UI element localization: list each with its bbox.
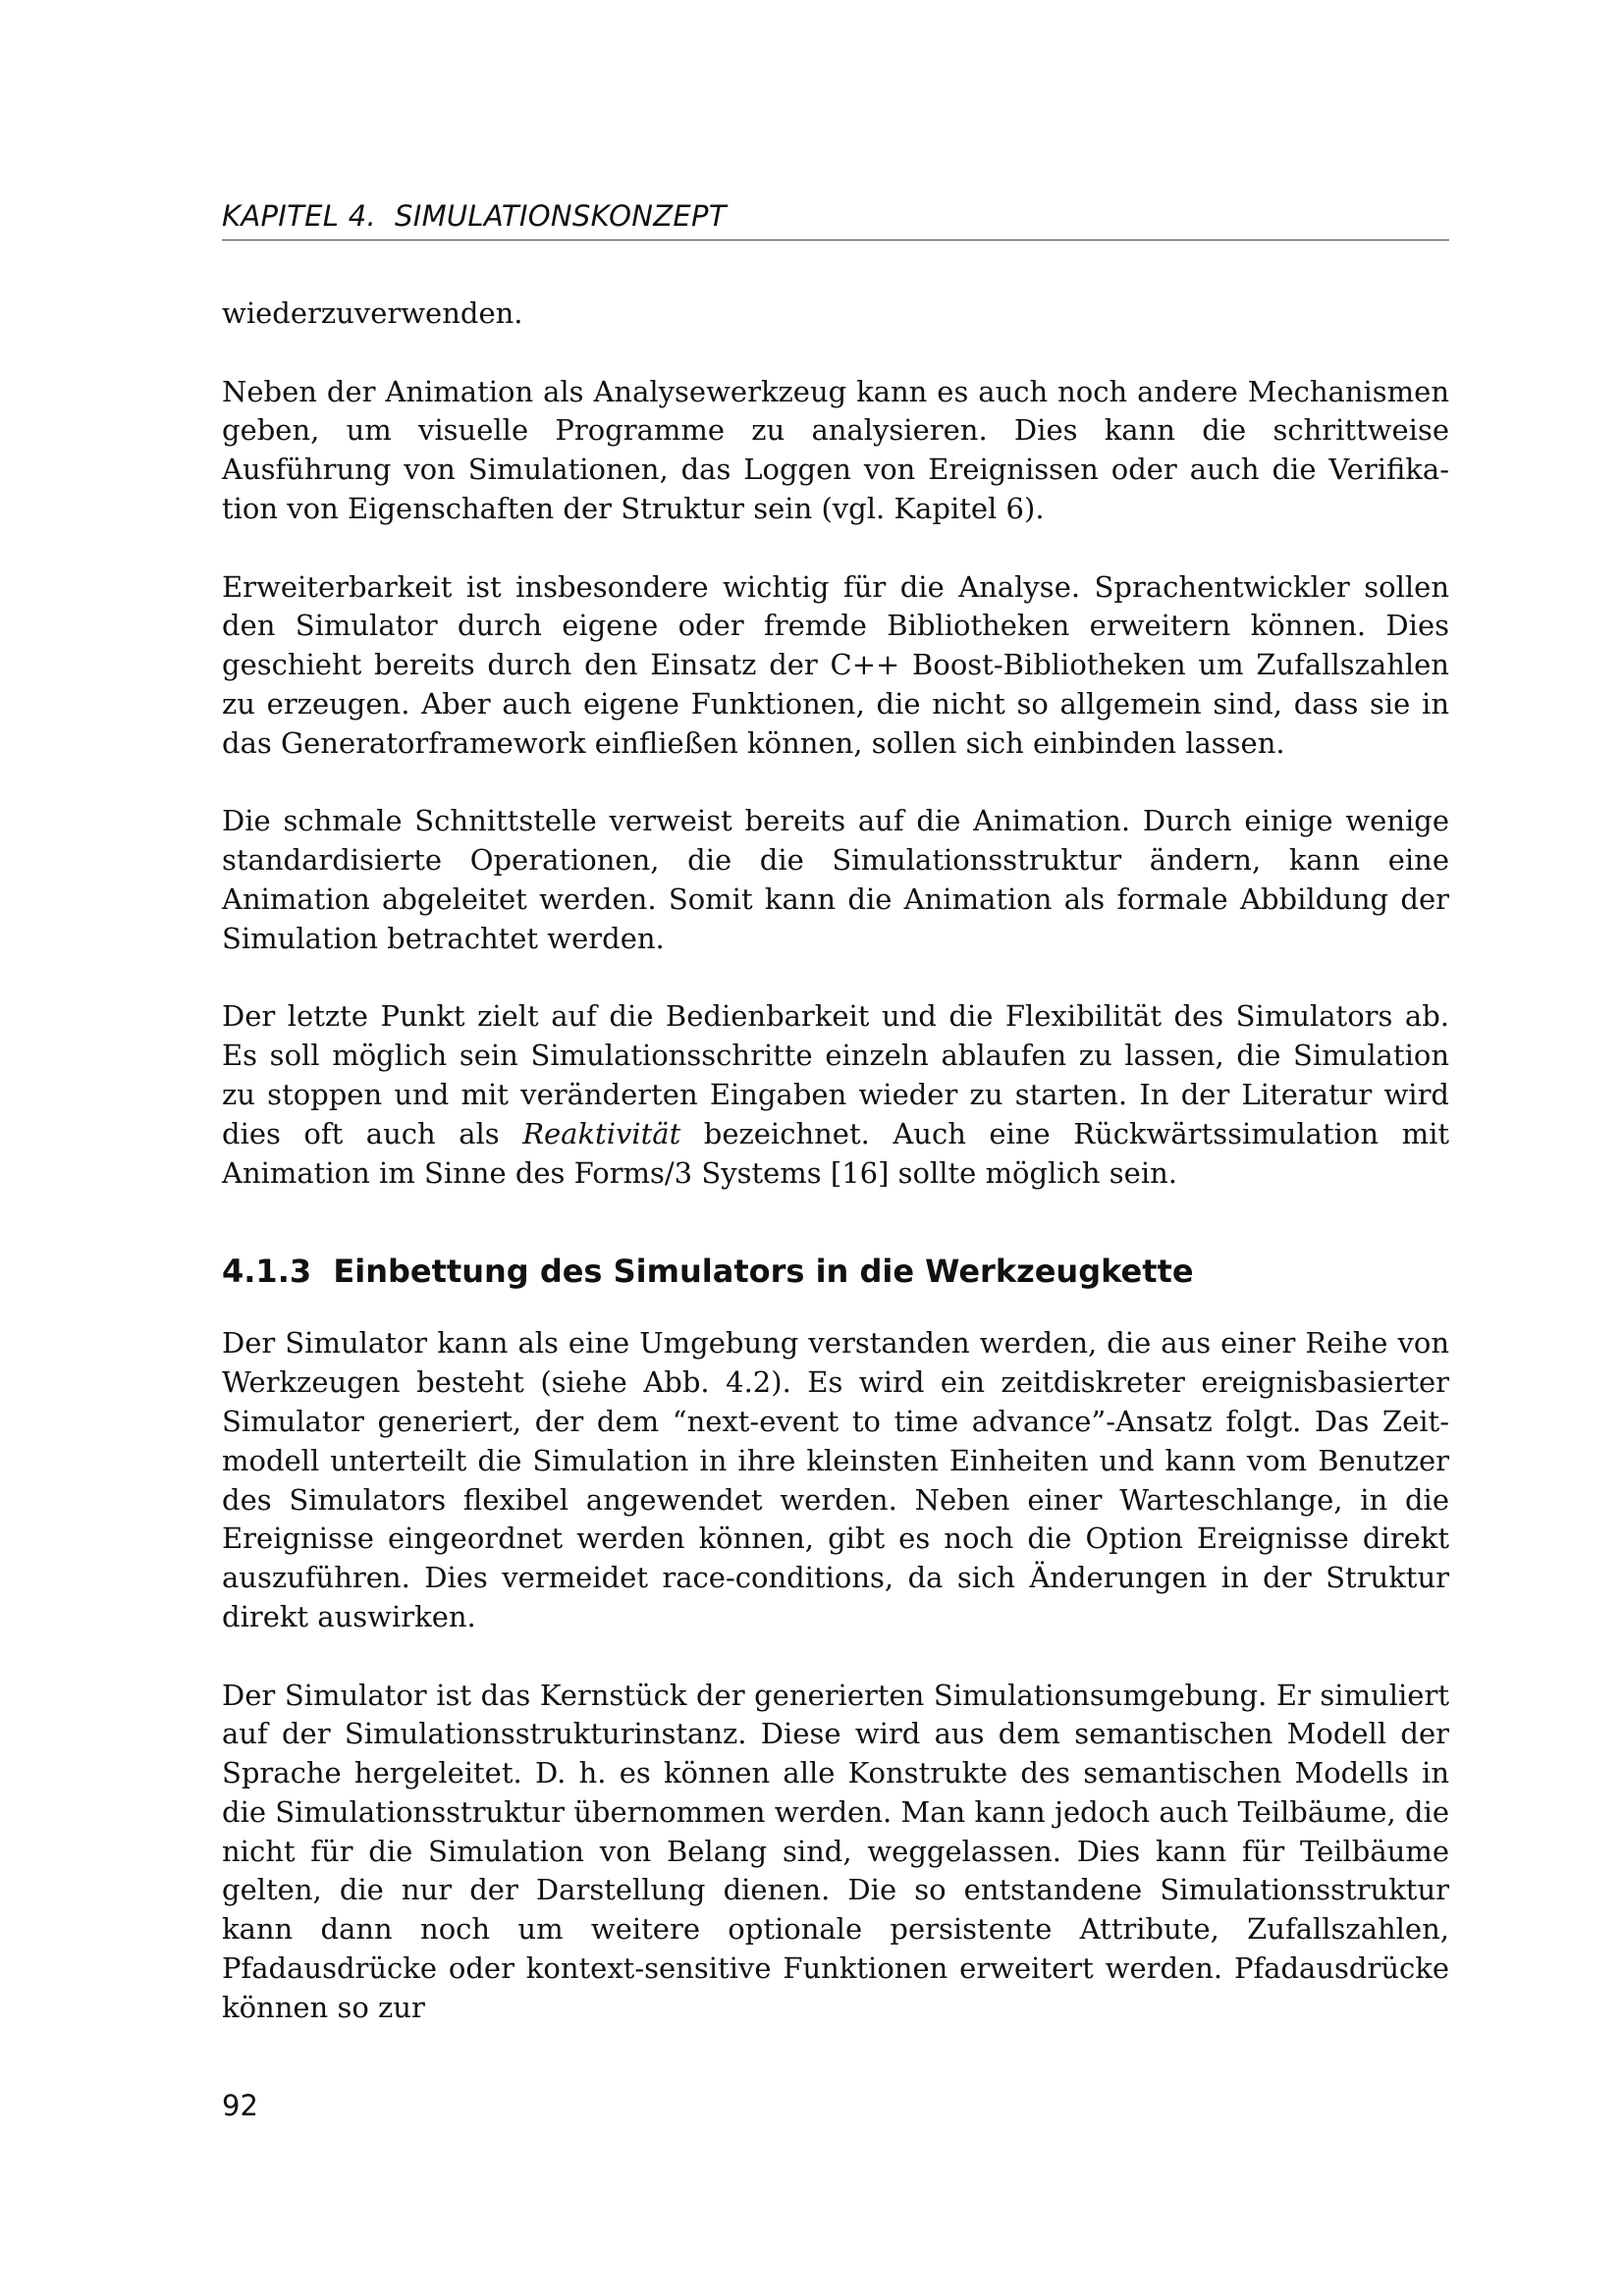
paragraph-analysis-mechanisms: Neben der Animation als Analysewerkzeug kann es auch noch andere Mechanismen geben, um visuelle Programme zu analysieren. Dies kann die schrittweise Ausführung von Simulationen, das Loggen von Ereignissen oder auch die Verifikation von Eigenschaften der Struktur sein (vgl. Kapitel 6). [222,374,1449,525]
paragraph-extensibility: Erweiterbarkeit ist insbesondere wichtig für die Analyse. Sprachentwickler sollen den Simulator durch eigene oder fremde Bibliotheken erweitern können. Dies geschieht bereits durch den Einsatz der C++ Boost-Bibliotheken um Zufallszahlen zu erzeugen. Aber auch eigene Funktionen, die nicht so allgemein sind, dass sie in das Generatorframework einfließen können, sollen sich einbinden lassen. [222,569,1449,760]
emphasis-reaktivitaet: Reaktivität [522,1116,681,1150]
paragraph-continuation: wiederzuverwenden. [222,296,523,330]
paragraph-simulator-environment: Der Simulator kann als eine Umgebung verstanden werden, die aus einer Reihe von Werkzeugen besteht (siehe Abb. 4.2). Es wird ein zeitdiskreter ereignisbasierter Simulator generiert, der dem “next-event to time advance”-Ansatz folgt. Das Zeitmodell unterteilt die Simulation in ihre kleinsten Einheiten und kann vom Benutzer des Simulators flexibel angewendet werden. Neben einer Warteschlange, in die Ereignisse eingeordnet werden können, gibt es noch die Option Ereignisse direkt auszuführen. Dies vermeidet race-conditions, da sich Änderungen in der Struktur direkt auswirken. [222,1326,1449,1633]
running-head: KAPITEL 4. SIMULATIONSKONZEPT [222,196,1449,240]
section-heading: 4.1.3 Einbettung des Simulators in die Werkzeugkette [222,1253,1194,1291]
paragraph-simulator-core: Der Simulator ist das Kernstück der generierten Simulationsumgebung. Er simuliert auf der Simulationsstrukturinstanz. Diese wird aus dem semantischen Modell der Sprache hergeleitet. D. h. es können alle Konstrukte des semantischen Modells in die Simulationsstruktur übernommen werden. Man kann jedoch auch Teilbäume, die nicht für die Simulation von Belang sind, weggelassen. Dies kann für Teilbäume gelten, die nur der Darstellung dienen. Die so entstandene Simulationsstruktur kann dann noch um weitere optionale persistente Attribute, Zufallszahlen, Pfadausdrücke oder kontext-sensitive Funktionen erweitert werden. Pfadausdrücke können so zur [222,1678,1449,2024]
usability-text-end: bezeichnet. Auch eine Rückwärtssimulation mit Animation im Sinne des Forms/3 Systems [16] sollte möglich sein. [222,1116,1449,1190]
paragraph-narrow-interface: Die schmale Schnittstelle verweist bereits auf die Animation. Durch einige wenige standardisierte Operationen, die die Simulationsstruktur ändern, kann eine Animation abgeleitet werden. Somit kann die Animation als formale Abbildung der Simulation betrachtet werden. [222,804,1449,955]
body-text [222,294,1449,2028]
usability-text-start: Der letzte Punkt zielt auf die Bedienbarkeit und die Flexibilität des Simulators ab. Es soll möglich sein Simulationsschritte einzeln ablaufen zu lassen, die Simulation zu stoppen und mit veränderten Eingaben wieder zu starten. In der Literatur wird dies oft auch als [222,999,1449,1150]
page-number: 92 [222,2089,258,2122]
paragraph-usability [222,997,1449,1193]
